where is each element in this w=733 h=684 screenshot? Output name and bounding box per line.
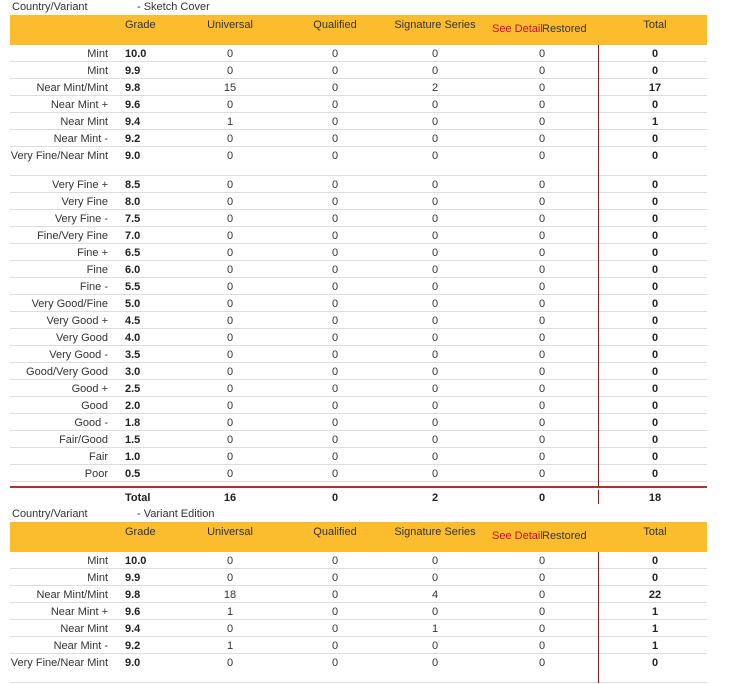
qualified-count: 0	[331, 99, 339, 111]
qualified-count: 0	[331, 555, 339, 567]
grade-label: Fine -	[79, 281, 108, 293]
grade-value: 9.4	[125, 623, 141, 635]
grade-value: 9.8	[125, 82, 141, 94]
grade-value: 10.0	[125, 555, 147, 567]
grade-label: Near Mint	[60, 623, 108, 635]
total-count: 0	[651, 133, 659, 145]
grade-label: Near Mint/Mint	[36, 82, 108, 94]
totals-row	[10, 490, 707, 506]
grade-value: 10.0	[125, 48, 147, 60]
signature-count: 0	[431, 230, 439, 242]
signature-count: 0	[431, 99, 439, 111]
table-row	[10, 620, 707, 637]
signature-count: 0	[431, 366, 439, 378]
header-qualified: Qualified	[313, 526, 357, 538]
grade-label: Very Fine	[61, 196, 108, 208]
total-count: 0	[651, 230, 659, 242]
total-count: 0	[651, 179, 659, 191]
grade-label: Mint	[87, 555, 108, 567]
universal-count: 15	[223, 82, 237, 94]
restored-count: 0	[538, 213, 546, 225]
signature-count: 0	[431, 657, 439, 669]
total-count: 0	[651, 366, 659, 378]
qualified-count: 0	[331, 196, 339, 208]
qualified-count: 0	[331, 332, 339, 344]
total-count: 0	[651, 383, 659, 395]
grade-value: 0.5	[125, 468, 141, 480]
total-count: 17	[648, 82, 662, 94]
table-row	[10, 261, 707, 278]
total-divider	[10, 486, 707, 488]
universal-count: 1	[226, 116, 234, 128]
grade-label: Very Good/Fine	[31, 298, 108, 310]
grade-value: 4.5	[125, 315, 141, 327]
grade-value: 9.0	[125, 657, 141, 669]
grade-value: 9.2	[125, 640, 141, 652]
grade-value: 5.0	[125, 298, 141, 310]
qualified-count: 0	[331, 150, 339, 162]
see-detail-link[interactable]: See Detail	[492, 530, 543, 542]
restored-count: 0	[538, 657, 546, 669]
table-row	[10, 637, 707, 654]
restored-count: 0	[538, 179, 546, 191]
total-count: 1	[651, 623, 659, 635]
total-count: 0	[651, 298, 659, 310]
grade-label: Good/Very Good	[26, 366, 108, 378]
country-variant-label: Country/Variant	[12, 1, 88, 13]
table-row	[10, 448, 707, 465]
restored-count: 0	[538, 247, 546, 259]
header-grade: Grade	[125, 526, 156, 538]
table-row	[10, 431, 707, 448]
universal-count: 0	[226, 196, 234, 208]
restored-count: 0	[538, 48, 546, 60]
universal-count: 0	[226, 555, 234, 567]
grade-label: Near Mint +	[50, 606, 108, 618]
signature-count: 1	[431, 623, 439, 635]
grade-label: Poor	[84, 468, 108, 480]
total-count: 0	[651, 657, 659, 669]
grade-label: Fine +	[77, 247, 108, 259]
grade-label: Fine/Very Fine	[37, 230, 108, 242]
universal-count: 0	[226, 65, 234, 77]
table-row	[10, 654, 707, 683]
signature-count: 2	[431, 82, 439, 94]
restored-count: 0	[538, 264, 546, 276]
table-row	[10, 62, 707, 79]
qualified-count: 0	[331, 116, 339, 128]
restored-count: 0	[538, 451, 546, 463]
universal-count: 0	[226, 572, 234, 584]
variant-name: - Sketch Cover	[137, 1, 210, 13]
restored-count: 0	[538, 65, 546, 77]
grade-value: 3.0	[125, 366, 141, 378]
grade-label: Good +	[71, 383, 108, 395]
table-row	[10, 130, 707, 147]
variant-name: - Variant Edition	[137, 508, 215, 520]
universal-count: 1	[226, 640, 234, 652]
signature-count: 0	[431, 116, 439, 128]
total-count: 0	[651, 150, 659, 162]
table-row	[10, 45, 707, 62]
grade-value: 9.2	[125, 133, 141, 145]
totals-universal: 16	[223, 492, 237, 504]
grade-label: Very Good	[56, 332, 108, 344]
header-signature-series: Signature Series	[394, 526, 476, 538]
grade-value: 3.5	[125, 349, 141, 361]
universal-count: 0	[226, 623, 234, 635]
grade-value: 1.5	[125, 434, 141, 446]
signature-count: 0	[431, 133, 439, 145]
total-count: 0	[651, 315, 659, 327]
signature-count: 0	[431, 150, 439, 162]
qualified-count: 0	[331, 468, 339, 480]
restored-count: 0	[538, 99, 546, 111]
signature-count: 0	[431, 247, 439, 259]
grade-label: Very Fine/Near Mint	[10, 150, 108, 162]
universal-count: 0	[226, 230, 234, 242]
universal-count: 1	[226, 606, 234, 618]
grade-value: 9.6	[125, 99, 141, 111]
total-count: 0	[651, 65, 659, 77]
signature-count: 0	[431, 555, 439, 567]
table-row	[10, 346, 707, 363]
grade-value: 9.0	[125, 150, 141, 162]
total-count: 0	[651, 417, 659, 429]
signature-count: 0	[431, 349, 439, 361]
total-count: 22	[648, 589, 662, 601]
total-count: 0	[651, 213, 659, 225]
qualified-count: 0	[331, 213, 339, 225]
country-variant-label: Country/Variant	[12, 508, 88, 520]
signature-count: 0	[431, 196, 439, 208]
signature-count: 0	[431, 65, 439, 77]
table-row	[10, 414, 707, 431]
restored-count: 0	[538, 230, 546, 242]
universal-count: 0	[226, 298, 234, 310]
total-count: 0	[651, 555, 659, 567]
qualified-count: 0	[331, 434, 339, 446]
table-row	[10, 380, 707, 397]
table-row	[10, 586, 707, 603]
universal-count: 0	[226, 99, 234, 111]
grade-value: 9.8	[125, 589, 141, 601]
qualified-count: 0	[331, 383, 339, 395]
qualified-count: 0	[331, 451, 339, 463]
table-row	[10, 227, 707, 244]
totals-qualified: 0	[331, 492, 339, 504]
signature-count: 0	[431, 332, 439, 344]
grade-label: Near Mint -	[53, 640, 108, 652]
universal-count: 0	[226, 247, 234, 259]
grade-label: Good -	[74, 417, 108, 429]
total-count: 0	[651, 99, 659, 111]
restored-count: 0	[538, 332, 546, 344]
universal-count: 0	[226, 349, 234, 361]
signature-count: 0	[431, 434, 439, 446]
header-qualified: Qualified	[313, 19, 357, 31]
table-row	[10, 569, 707, 586]
grade-label: Very Good -	[49, 349, 108, 361]
universal-count: 0	[226, 150, 234, 162]
restored-count: 0	[538, 400, 546, 412]
grade-label: Mint	[87, 65, 108, 77]
header-restored-label: Restored	[542, 530, 587, 542]
totals-restored: 0	[538, 492, 546, 504]
restored-count: 0	[538, 589, 546, 601]
signature-count: 0	[431, 468, 439, 480]
table-header	[10, 15, 707, 45]
total-count: 0	[651, 468, 659, 480]
column-separator	[598, 552, 599, 683]
total-count: 0	[651, 400, 659, 412]
restored-count: 0	[538, 315, 546, 327]
total-count: 0	[651, 48, 659, 60]
universal-count: 0	[226, 315, 234, 327]
total-count: 0	[651, 434, 659, 446]
table-row	[10, 603, 707, 620]
restored-count: 0	[538, 196, 546, 208]
table-row	[10, 193, 707, 210]
grade-value: 9.6	[125, 606, 141, 618]
qualified-count: 0	[331, 657, 339, 669]
total-count: 0	[651, 572, 659, 584]
restored-count: 0	[538, 417, 546, 429]
signature-count: 0	[431, 179, 439, 191]
table-row	[10, 397, 707, 414]
table-row	[10, 79, 707, 96]
universal-count: 0	[226, 213, 234, 225]
total-count: 0	[651, 451, 659, 463]
grade-label: Very Fine/Near Mint	[10, 657, 108, 669]
grade-value: 2.0	[125, 400, 141, 412]
table-row	[10, 552, 707, 569]
universal-count: 0	[226, 400, 234, 412]
table-row	[10, 329, 707, 346]
grade-label: Very Fine +	[52, 179, 108, 191]
grade-label: Mint	[87, 572, 108, 584]
universal-count: 0	[226, 383, 234, 395]
restored-count: 0	[538, 468, 546, 480]
universal-count: 0	[226, 179, 234, 191]
totals-total: 18	[648, 492, 662, 504]
total-count: 0	[651, 349, 659, 361]
qualified-count: 0	[331, 281, 339, 293]
column-separator	[598, 45, 599, 486]
signature-count: 0	[431, 417, 439, 429]
table-row	[10, 465, 707, 482]
signature-count: 0	[431, 264, 439, 276]
table-row	[10, 113, 707, 130]
grade-value: 6.5	[125, 247, 141, 259]
grade-value: 4.0	[125, 332, 141, 344]
header-universal: Universal	[207, 19, 253, 31]
signature-count: 0	[431, 606, 439, 618]
qualified-count: 0	[331, 82, 339, 94]
header-universal: Universal	[207, 526, 253, 538]
grade-value: 9.9	[125, 572, 141, 584]
restored-count: 0	[538, 606, 546, 618]
total-count: 1	[651, 116, 659, 128]
grade-value: 9.4	[125, 116, 141, 128]
qualified-count: 0	[331, 349, 339, 361]
universal-count: 0	[226, 417, 234, 429]
restored-count: 0	[538, 133, 546, 145]
grade-label: Very Good +	[46, 315, 108, 327]
qualified-count: 0	[331, 230, 339, 242]
restored-count: 0	[538, 82, 546, 94]
restored-count: 0	[538, 555, 546, 567]
signature-count: 0	[431, 400, 439, 412]
qualified-count: 0	[331, 65, 339, 77]
grade-value: 1.0	[125, 451, 141, 463]
table-row	[10, 312, 707, 329]
grade-label: Mint	[87, 48, 108, 60]
signature-count: 0	[431, 572, 439, 584]
restored-count: 0	[538, 572, 546, 584]
totals-signature: 2	[431, 492, 439, 504]
column-separator	[598, 490, 599, 504]
total-count: 0	[651, 196, 659, 208]
universal-count: 0	[226, 48, 234, 60]
table-row	[10, 278, 707, 295]
restored-count: 0	[538, 349, 546, 361]
restored-count: 0	[538, 281, 546, 293]
grade-value: 8.0	[125, 196, 141, 208]
qualified-count: 0	[331, 247, 339, 259]
universal-count: 0	[226, 264, 234, 276]
grade-label: Near Mint -	[53, 133, 108, 145]
qualified-count: 0	[331, 133, 339, 145]
universal-count: 18	[223, 589, 237, 601]
signature-count: 0	[431, 315, 439, 327]
restored-count: 0	[538, 623, 546, 635]
grade-label: Near Mint/Mint	[36, 589, 108, 601]
signature-count: 4	[431, 589, 439, 601]
signature-count: 0	[431, 383, 439, 395]
qualified-count: 0	[331, 606, 339, 618]
header-restored-label: Restored	[542, 23, 587, 35]
header-grade: Grade	[125, 19, 156, 31]
qualified-count: 0	[331, 48, 339, 60]
header-signature-series: Signature Series	[394, 19, 476, 31]
qualified-count: 0	[331, 572, 339, 584]
grade-value: 1.8	[125, 417, 141, 429]
grade-label: Near Mint +	[50, 99, 108, 111]
universal-count: 0	[226, 332, 234, 344]
grade-label: Near Mint	[60, 116, 108, 128]
table-row	[10, 147, 707, 176]
restored-count: 0	[538, 434, 546, 446]
qualified-count: 0	[331, 366, 339, 378]
restored-count: 0	[538, 640, 546, 652]
restored-count: 0	[538, 116, 546, 128]
grade-label: Fair	[89, 451, 108, 463]
grade-value: 2.5	[125, 383, 141, 395]
total-count: 0	[651, 247, 659, 259]
totals-label: Total	[125, 492, 151, 504]
grade-value: 6.0	[125, 264, 141, 276]
universal-count: 0	[226, 366, 234, 378]
total-count: 0	[651, 332, 659, 344]
table-row	[10, 295, 707, 312]
qualified-count: 0	[331, 417, 339, 429]
signature-count: 0	[431, 213, 439, 225]
grade-value: 9.9	[125, 65, 141, 77]
universal-count: 0	[226, 468, 234, 480]
universal-count: 0	[226, 133, 234, 145]
variant-title-line	[10, 0, 707, 14]
universal-count: 0	[226, 281, 234, 293]
header-total: Total	[643, 526, 667, 538]
grade-value: 7.0	[125, 230, 141, 242]
qualified-count: 0	[331, 640, 339, 652]
grade-label: Very Fine -	[54, 213, 108, 225]
grade-value: 7.5	[125, 213, 141, 225]
restored-count: 0	[538, 150, 546, 162]
restored-count: 0	[538, 298, 546, 310]
qualified-count: 0	[331, 298, 339, 310]
total-count: 1	[651, 606, 659, 618]
table-row	[10, 363, 707, 380]
qualified-count: 0	[331, 400, 339, 412]
grade-value: 8.5	[125, 179, 141, 191]
grade-label: Good	[81, 400, 108, 412]
table-row	[10, 176, 707, 193]
restored-count: 0	[538, 383, 546, 395]
table-row	[10, 96, 707, 113]
qualified-count: 0	[331, 623, 339, 635]
signature-count: 0	[431, 281, 439, 293]
qualified-count: 0	[331, 589, 339, 601]
grade-label: Fair/Good	[59, 434, 108, 446]
universal-count: 0	[226, 434, 234, 446]
signature-count: 0	[431, 298, 439, 310]
grade-label: Fine	[86, 264, 108, 276]
variant-title-line	[10, 507, 707, 521]
table-row	[10, 244, 707, 261]
qualified-count: 0	[331, 315, 339, 327]
universal-count: 0	[226, 657, 234, 669]
total-count: 1	[651, 640, 659, 652]
table-header	[10, 522, 707, 552]
total-count: 0	[651, 264, 659, 276]
restored-count: 0	[538, 366, 546, 378]
table-row	[10, 210, 707, 227]
qualified-count: 0	[331, 179, 339, 191]
header-total: Total	[643, 19, 667, 31]
grade-value: 5.5	[125, 281, 141, 293]
see-detail-link[interactable]: See Detail	[492, 23, 543, 35]
qualified-count: 0	[331, 264, 339, 276]
universal-count: 0	[226, 451, 234, 463]
signature-count: 0	[431, 451, 439, 463]
signature-count: 0	[431, 48, 439, 60]
signature-count: 0	[431, 640, 439, 652]
total-count: 0	[651, 281, 659, 293]
